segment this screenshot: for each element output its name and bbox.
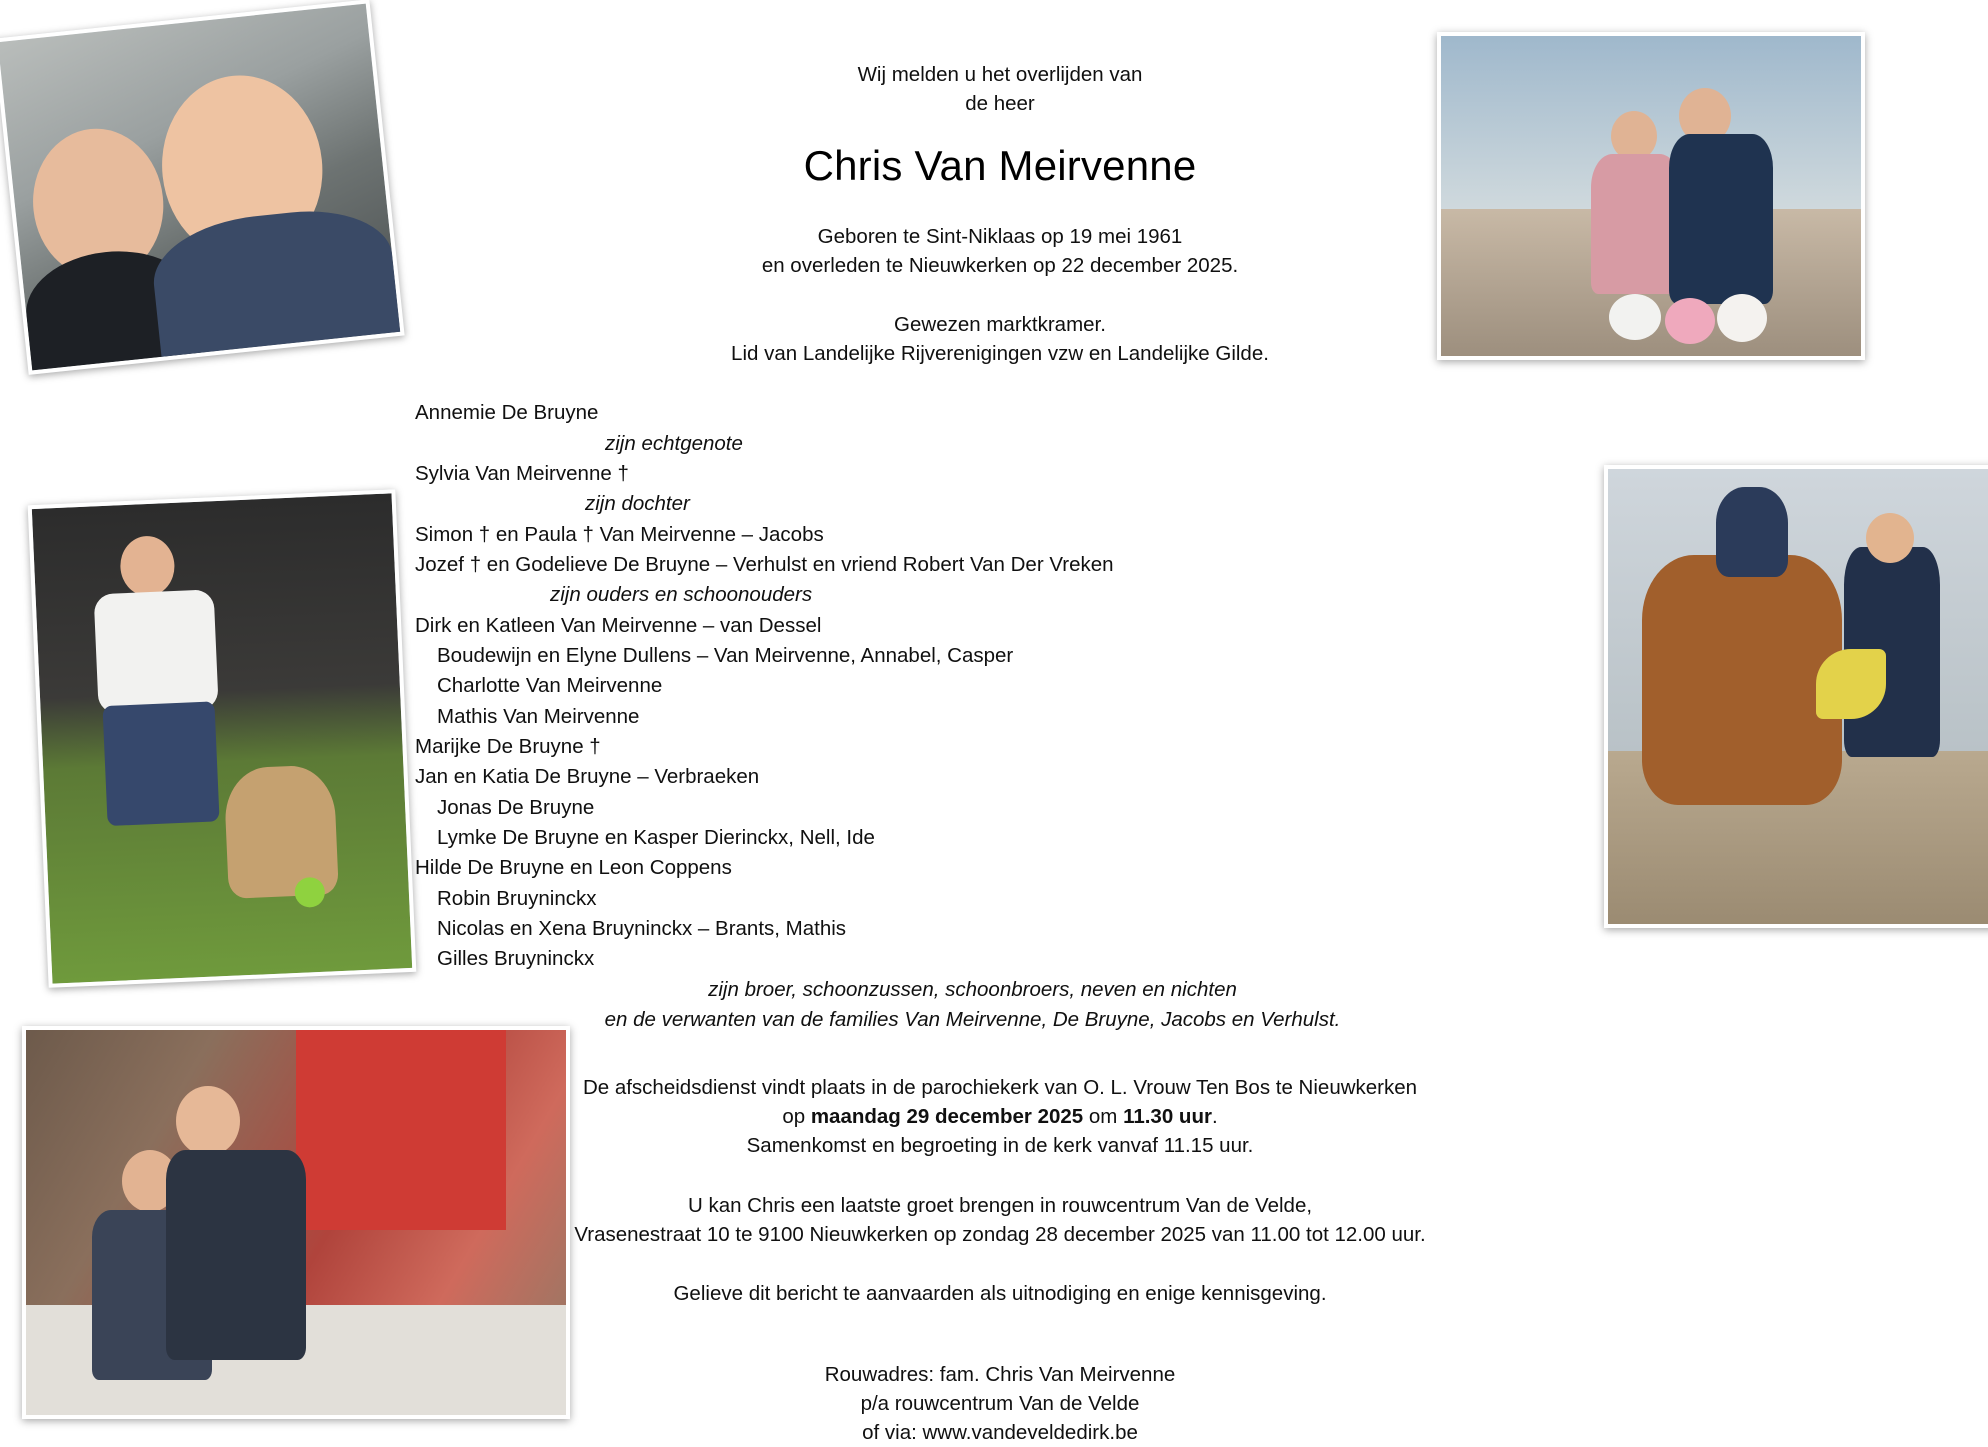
- family-list-item: zijn dochter: [585, 492, 690, 516]
- family-list-item: zijn ouders en schoonouders: [550, 583, 813, 607]
- family-list-item: Gilles Bruyninckx: [437, 947, 595, 971]
- family-list-item: Jan en Katia De Bruyne – Verbraeken: [415, 765, 760, 789]
- family-list-item: Robin Bruyninckx: [437, 886, 597, 910]
- service-prefix: op: [782, 1105, 811, 1129]
- occupation-line: Gewezen marktkramer.: [894, 313, 1106, 337]
- service-middle: om: [1083, 1105, 1124, 1129]
- family-list-item: zijn broer, schoonzussen, schoonbroers, neven en nichten: [708, 977, 1237, 1001]
- service-suffix: .: [1211, 1105, 1218, 1129]
- death-line: en overleden te Nieuwkerken op 22 december 2025.: [761, 253, 1239, 277]
- family-list-item: Sylvia Van Meirvenne †: [415, 461, 629, 485]
- family-list-item: Hilde De Bruyne en Leon Coppens: [415, 856, 732, 880]
- family-list-item: Marijke De Bruyne †: [415, 734, 601, 758]
- family-list-item: en de verwanten van de families Van Meirvenne, De Bruyne, Jacobs en Verhulst.: [604, 1007, 1341, 1031]
- family-list-item: Annemie De Bruyne: [415, 401, 599, 425]
- service-line-3: Samenkomst en begroeting in de kerk vanvaf 11.15 uur.: [746, 1134, 1254, 1158]
- service-line-2: [470, 1102, 1530, 1131]
- family-list-item: Mathis Van Meirvenne: [437, 704, 640, 728]
- photo-couple-selfie: [0, 0, 405, 375]
- announcement-line-2: de heer: [965, 92, 1035, 116]
- family-list-item: Jozef † en Godelieve De Bruyne – Verhulst en vriend Robert Van Der Vreken: [415, 552, 1114, 576]
- photo-man-with-dog: [28, 489, 417, 988]
- address-line-2: p/a rouwcentrum Van de Velde: [860, 1391, 1140, 1415]
- address-line-3: of via: www.vandeveldedirk.be: [862, 1421, 1138, 1445]
- service-time: 11.30 uur: [1123, 1105, 1212, 1129]
- family-list-item: Jonas De Bruyne: [437, 795, 595, 819]
- deceased-name: Chris Van Meirvenne: [803, 142, 1197, 190]
- family-list-item: Lymke De Bruyne en Kasper Dierinckx, Nell, Ide: [437, 825, 875, 849]
- service-date: maandag 29 december 2025: [810, 1105, 1084, 1129]
- mourning-address: [470, 1360, 1530, 1447]
- visit-line-1: U kan Chris een laatste groet brengen in rouwcentrum Van de Velde,: [687, 1193, 1313, 1217]
- family-list-item: Dirk en Katleen Van Meirvenne – van Dessel: [415, 613, 822, 637]
- family-list-item: Nicolas en Xena Bruyninckx – Brants, Mathis: [437, 916, 847, 940]
- family-list-item: Simon † en Paula † Van Meirvenne – Jacobs: [415, 522, 824, 546]
- family-list: [415, 398, 1530, 1035]
- service-line-1: De afscheidsdienst vindt plaats in de parochiekerk van O. L. Vrouw Ten Bos te Nieuwkerken: [582, 1076, 1418, 1100]
- birth-line: Geboren te Sint-Niklaas op 19 mei 1961: [817, 224, 1183, 248]
- address-line-1: Rouwadres: fam. Chris Van Meirvenne: [824, 1362, 1176, 1386]
- family-list-item: zijn echtgenote: [605, 431, 743, 455]
- photo-horse-show: [1604, 465, 1988, 928]
- family-list-item: Charlotte Van Meirvenne: [437, 674, 663, 698]
- announcement-line-1: Wij melden u het overlijden van: [857, 63, 1143, 86]
- invitation-line: Gelieve dit bericht te aanvaarden als uitnodiging en enige kennisgeving.: [673, 1281, 1327, 1305]
- family-list-item: Boudewijn en Elyne Dullens – Van Meirvenne, Annabel, Casper: [437, 643, 1014, 667]
- visit-line-2: Vrasenestraat 10 te 9100 Nieuwkerken op zondag 28 december 2025 van 11.00 tot 12.00 uur.: [574, 1222, 1426, 1246]
- membership-line: Lid van Landelijke Rijverenigingen vzw en Landelijke Gilde.: [731, 342, 1269, 366]
- death-notice: [415, 60, 1530, 1447]
